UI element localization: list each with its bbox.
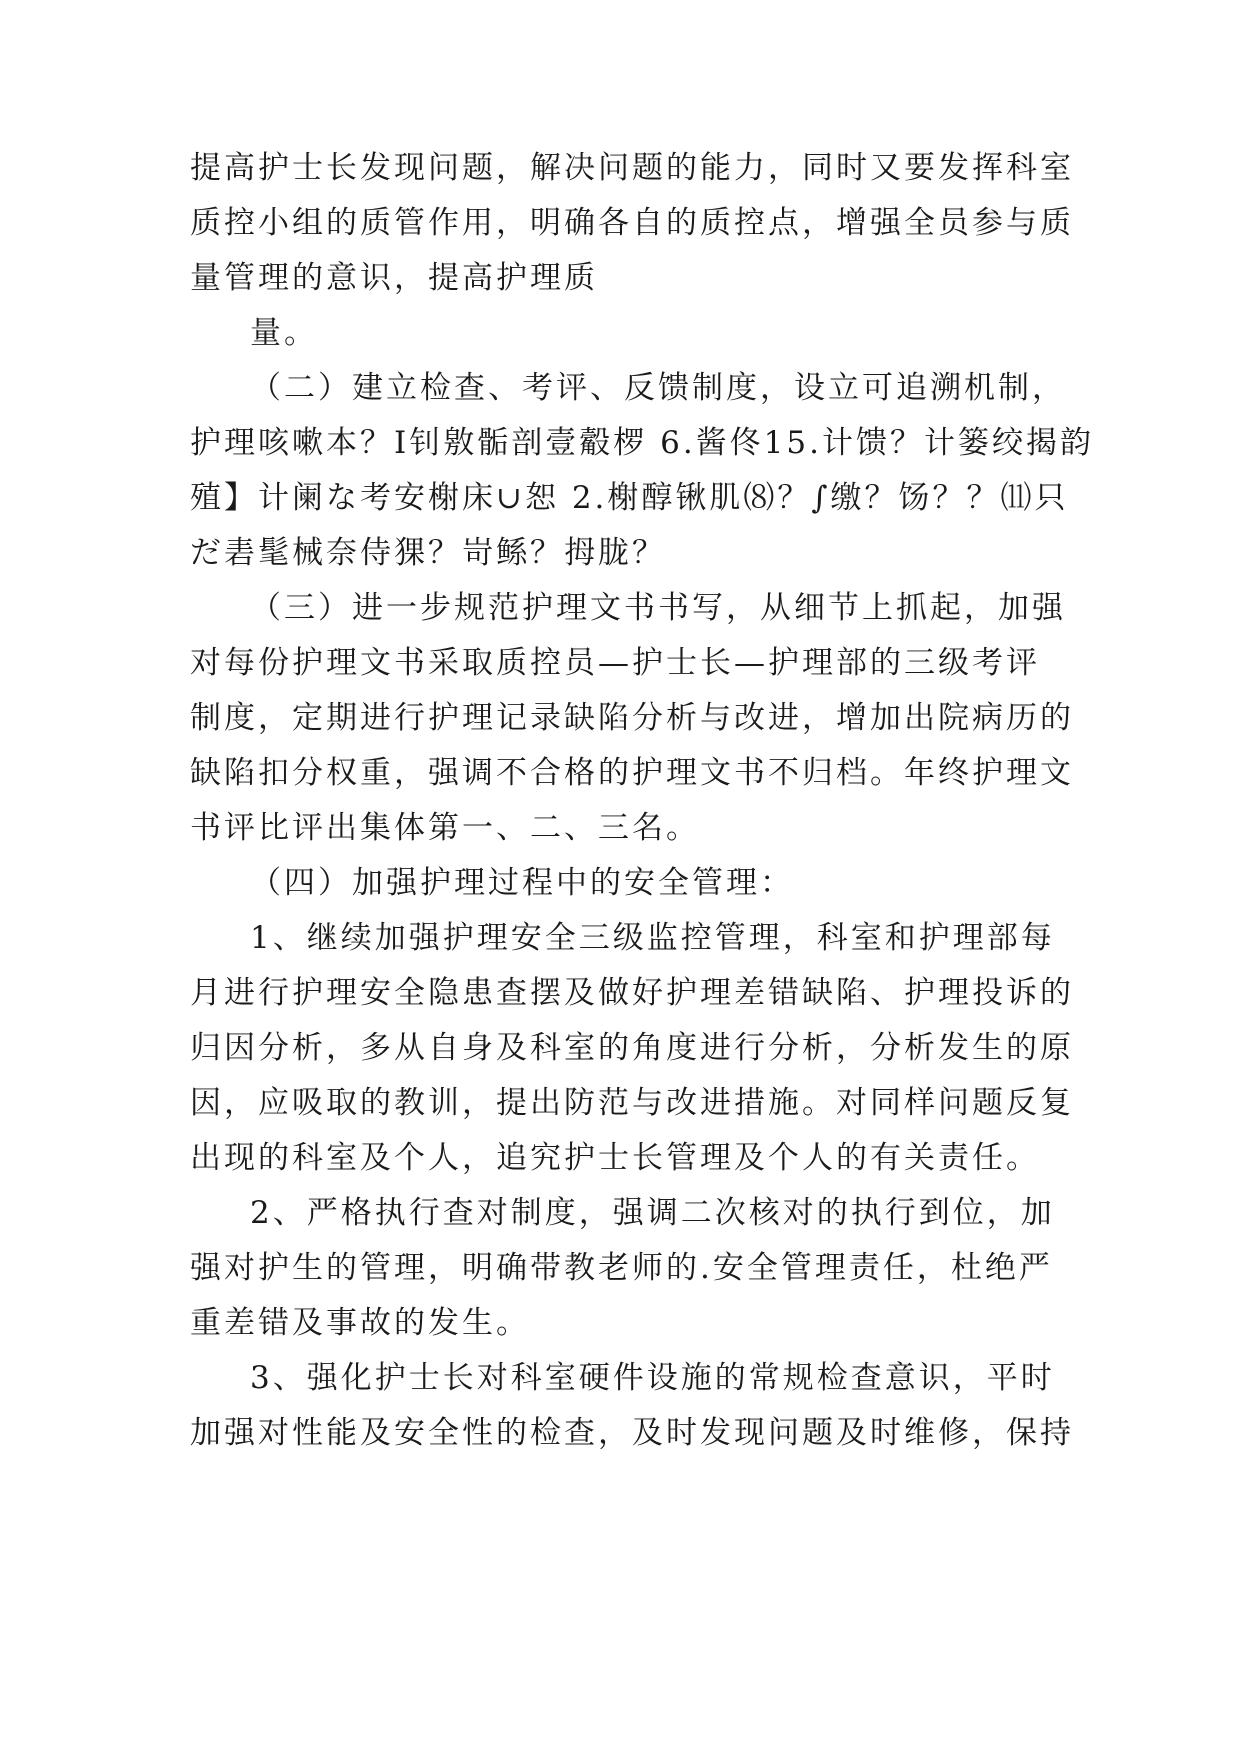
text-line: （四）加强护理过程中的安全管理： [250, 865, 794, 901]
text-line: 书评比评出集体第一、二、三名。 [190, 810, 700, 846]
text-line: （二）建立检查、考评、反馈制度，设立可追溯机制， [250, 370, 1066, 406]
text-line: （三）进一步规范护理文书书写，从细节上抓起，加强 [250, 590, 1066, 626]
text-line: 缺陷扣分权重，强调不合格的护理文书不归档。年终护理文 [190, 755, 1074, 791]
text-line: 因，应吸取的教训，提出防范与改进措施。对同样问题反复 [190, 1085, 1074, 1121]
text-line: 1、继续加强护理安全三级监控管理，科室和护理部每 [250, 920, 1055, 956]
text-line: 提高护士长发现问题，解决问题的能力，同时又要发挥科室 [190, 150, 1074, 186]
text-line: 归因分析，多从自身及科室的角度进行分析，分析发生的原 [190, 1030, 1074, 1066]
text-line: 量。 [250, 315, 318, 351]
text-line: 加强对性能及安全性的检查，及时发现问题及时维修，保持 [190, 1415, 1074, 1451]
text-line: 殖】计阑な考安榭床∪恕 2.榭醇锹肌⑻？∫缴？饧？？⑾只 [190, 480, 1069, 516]
text-line: 3、强化护士长对科室硬件设施的常规检查意识，平时 [250, 1360, 1055, 1396]
text-line: だ砉髦械奈侍猓？岢鲧？拇胧？ [190, 535, 666, 571]
text-line: 制度，定期进行护理记录缺陷分析与改进，增加出院病历的 [190, 700, 1074, 736]
text-line: 护理咳嗽本？Ⅰ钊敫骺剖壹觳椤 6.酱佟15.计馈？计篓绞揭韵 [190, 425, 1094, 461]
text-line: 出现的科室及个人，追究护士长管理及个人的有关责任。 [190, 1140, 1040, 1176]
text-line: 重差错及事故的发生。 [190, 1305, 530, 1341]
text-line: 质控小组的质管作用，明确各自的质控点，增强全员参与质 [190, 205, 1074, 241]
text-line: 量管理的意识，提高护理质 [190, 260, 598, 296]
text-line: 对每份护理文书采取质控员—护士长—护理部的三级考评 [190, 645, 1040, 681]
text-line: 月进行护理安全隐患查摆及做好护理差错缺陷、护理投诉的 [190, 975, 1074, 1011]
text-line: 强对护生的管理，明确带教老师的.安全管理责任，杜绝严 [190, 1250, 1053, 1286]
text-line: 2、严格执行查对制度，强调二次核对的执行到位，加 [250, 1195, 1055, 1231]
